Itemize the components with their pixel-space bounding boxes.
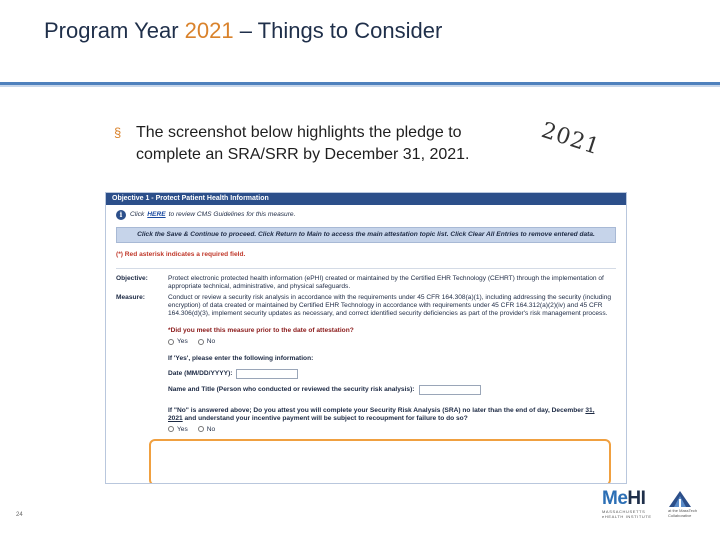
objective-measure-grid — [116, 275, 616, 321]
title-divider-shadow — [0, 85, 720, 87]
attestation-question: *Did you meet this measure prior to the date of attestation? — [168, 326, 354, 334]
objective-text: Protect electronic protected health information (ePHI) created or maintained by the Certified EHR Technology (CEHRT) through the implementation of appropriate technical, administrative, and physical safeguards. — [168, 274, 604, 291]
mehi-word-b: HI — [627, 488, 646, 509]
measure-label: Measure: — [116, 293, 145, 301]
yes-option[interactable] — [168, 338, 188, 346]
objective-header: Objective 1 - Protect Patient Health Information — [106, 193, 626, 205]
if-no-suffix: and understand your incentive payment will be subject to recoupment for failure to do so? — [184, 415, 468, 423]
date-input[interactable] — [236, 369, 298, 379]
yes-label: Yes — [177, 338, 188, 346]
date-label: Date (MM/DD/YYYY): — [168, 369, 233, 377]
if-yes-instructions: If 'Yes', please enter the following information: — [168, 354, 314, 362]
measure-text: Conduct or review a security risk analysis in accordance with the requirements under 45 CFR 164.308(a)(1), including addressing the security (including encryption) of data created or maintained by Certified EHR Technology in accordance with requirements under 45 CFR 164.312(a)(2)(iv) and 45 CFR 164.306(d)(3), implement security updates as necessary, and correct identified security deficiencies as part of the provider's risk management process. — [168, 293, 612, 318]
pledge-yes-radio[interactable] — [168, 426, 174, 432]
yes-no-radio-group — [168, 338, 626, 346]
pledge-no-option[interactable] — [198, 426, 215, 434]
required-note: (*) Red asterisk indicates a required field. — [116, 251, 246, 259]
year-stamp: 2021 — [538, 118, 604, 161]
bullet-marker: § — [114, 125, 122, 140]
no-option[interactable] — [198, 338, 215, 346]
click-prefix: Click — [130, 210, 145, 218]
pledge-highlight-box — [149, 439, 611, 484]
bullet-text: The screenshot below highlights the pledge to complete an SRA/SRR by December 31, 2021. — [136, 124, 470, 163]
click-rest: to review CMS Guidelines for this measure. — [168, 210, 296, 218]
title-prefix: Program Year — [44, 18, 185, 43]
objective-label: Objective: — [116, 274, 148, 282]
pledge-no-label: No — [206, 425, 216, 433]
name-title-label: Name and Title (Person who conducted or reviewed the security risk analysis): — [168, 385, 415, 393]
pledge-no-radio[interactable] — [198, 426, 204, 432]
pledge-radio-group — [168, 426, 626, 434]
name-title-row — [168, 385, 626, 395]
guideline-row — [106, 205, 626, 223]
partner-caption: at the MassTech Collaborative — [668, 508, 698, 518]
instruction-notice: Click the Save & Continue to proceed. Click Return to Main to access the main attestation topic list. Click Clear All Entries to remove entered data. — [116, 227, 616, 243]
section-divider — [116, 268, 616, 269]
mehi-word-a: Me — [602, 488, 628, 509]
mehi-logo — [602, 489, 662, 519]
mehi-subtitle: MASSACHUSETTS eHEALTH INSTITUTE — [602, 509, 652, 519]
date-row — [168, 369, 626, 379]
bullet-point — [114, 122, 524, 166]
pledge-yes-option[interactable] — [168, 426, 188, 434]
title-year: 2021 — [184, 18, 234, 43]
name-title-input[interactable] — [419, 385, 481, 395]
attestation-screenshot — [105, 192, 627, 484]
pledge-yes-label: Yes — [177, 425, 188, 433]
info-icon: i — [116, 210, 126, 220]
no-label: No — [206, 338, 216, 346]
title-suffix: – Things to Consider — [233, 18, 443, 43]
mehi-wordmark — [602, 489, 662, 509]
page-title — [44, 18, 442, 44]
no-radio[interactable] — [198, 339, 204, 345]
yes-radio[interactable] — [168, 339, 174, 345]
if-no-date: 31, 2021 — [168, 407, 595, 423]
here-link[interactable]: HERE — [147, 210, 166, 218]
if-no-prefix: If "No" is answered above; Do you attest you will complete your Security Risk Analysis (SRA) no later than the end of day, December — [168, 407, 584, 415]
if-no-pledge — [168, 407, 598, 424]
masstech-logo-icon — [668, 490, 692, 508]
page-number: 24 — [16, 512, 23, 518]
